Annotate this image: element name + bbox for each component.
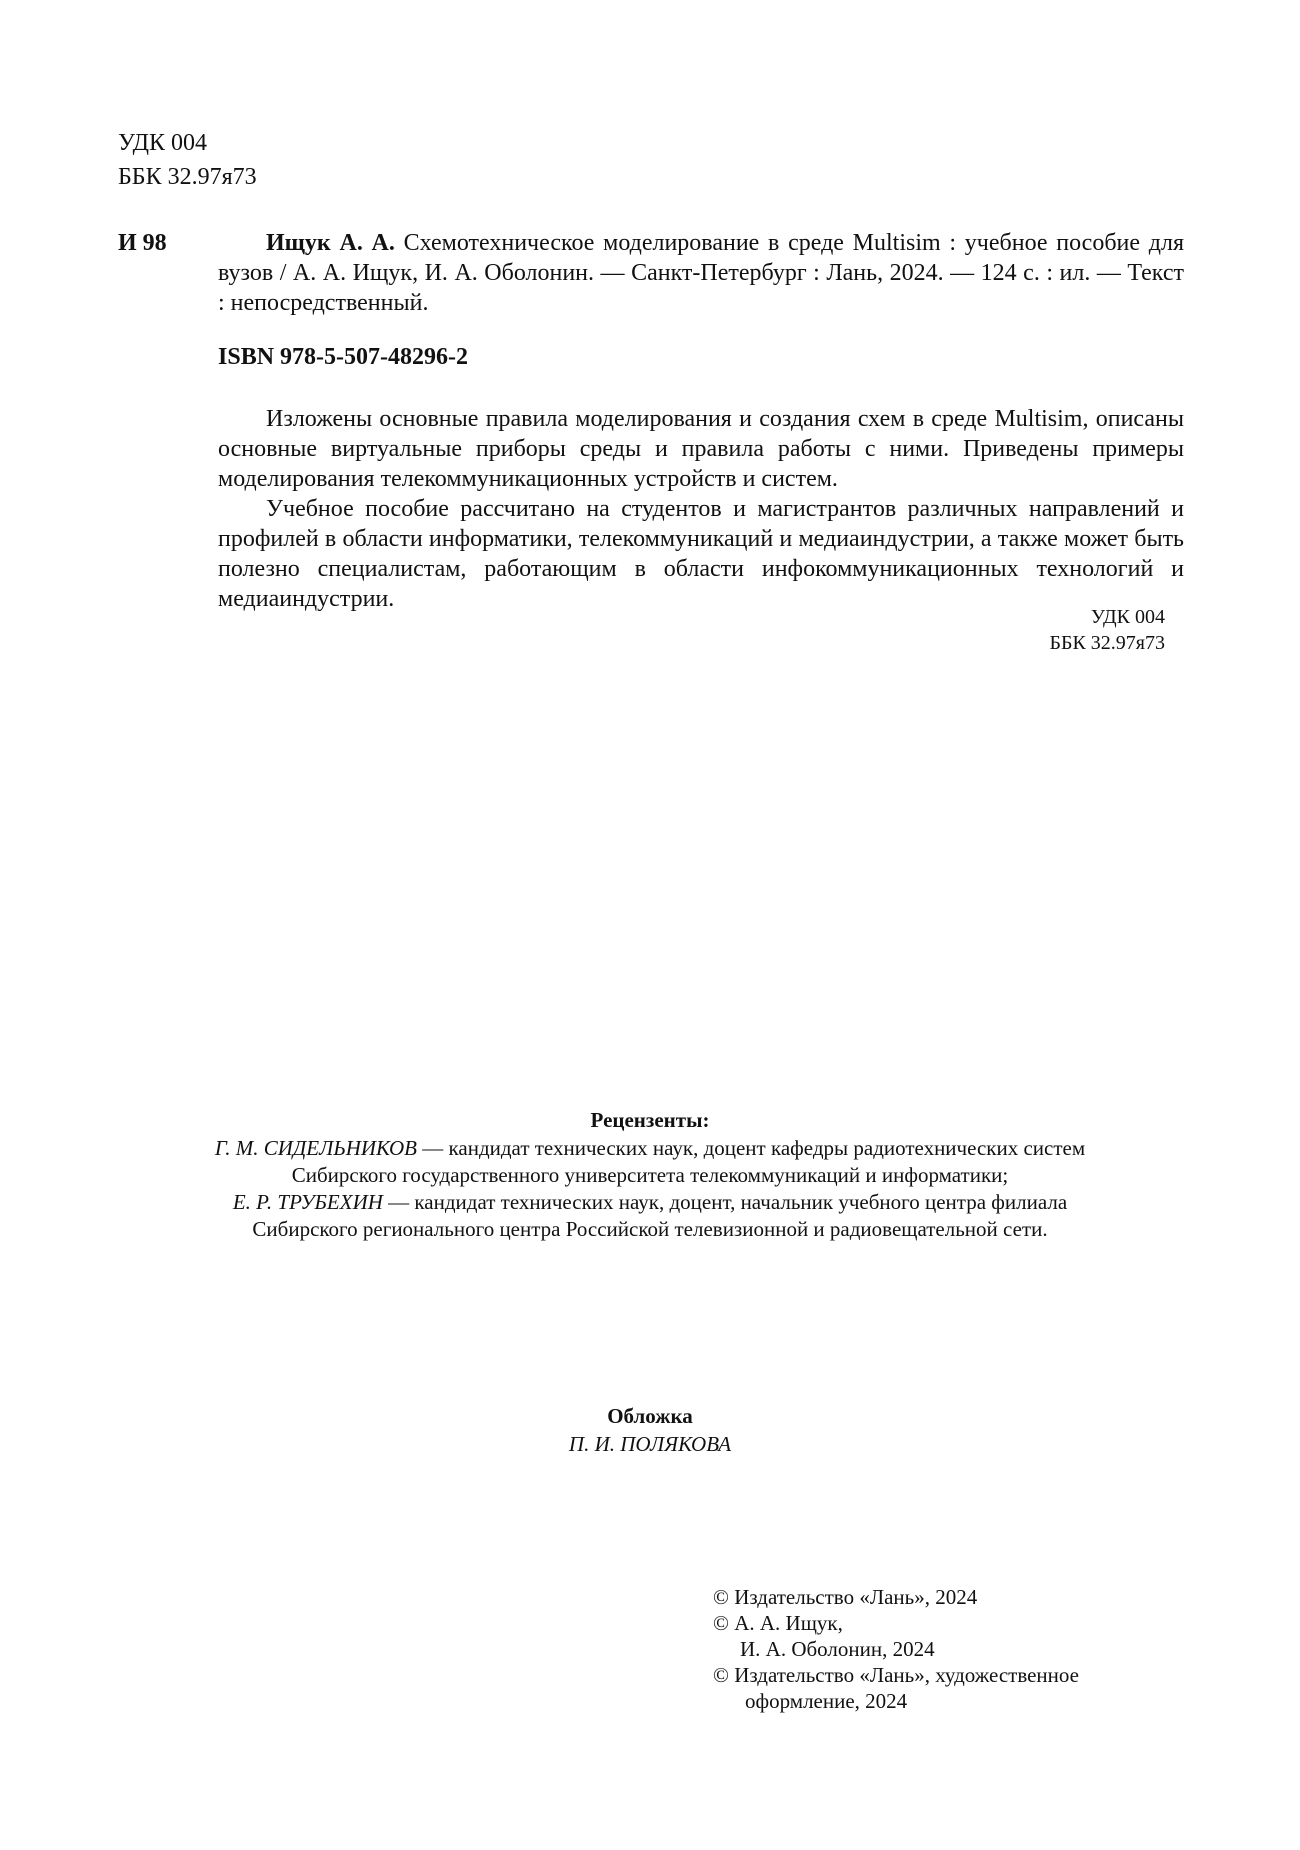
copyright-line-3: © Издательство «Лань», художественное [713, 1663, 1079, 1687]
copyright-line-2: © А. А. Ищук, [713, 1611, 843, 1635]
reviewer-2-title: — кандидат технических наук, доцент, начальник учебного центра филиала [382, 1190, 1068, 1214]
isbn: ISBN 978-5-507-48296-2 [218, 344, 468, 370]
bibliographic-description [218, 228, 1184, 318]
copyright-line-3b: оформление, 2024 [745, 1689, 908, 1713]
reviewer-2-name: Е. Р. ТРУБЕХИН [232, 1190, 383, 1214]
udk-code: УДК 004 [118, 130, 207, 156]
reviewer-2-line-1 [150, 1188, 1150, 1216]
description-text: Схемотехническое моделирование в среде Multisim : учебное пособие для вузов / А. А. Ищук, И. А. Оболонин. — Санкт-Петербург : Лань, 2024. — 124 с. : ил. — Текст : непосредственный. [218, 230, 1184, 316]
abstract-bbk-code: ББК 32.97я73 [1049, 632, 1165, 654]
cover-title: Обложка [607, 1404, 693, 1428]
reviewer-2-line-2: Сибирского регионального центра Российской телевизионной и радиовещательной сети. [252, 1217, 1048, 1241]
abstract-paragraph-2: Учебное пособие рассчитано на студентов и магистрантов различных направлений и профилей в области информатики, телекоммуникаций и медиаиндустрии, а также может быть полезно специалистам, работающим в области инфокоммуникационных технологий и медиаиндустрии. [218, 496, 1184, 612]
copyright-line-2b: И. А. Оболонин, 2024 [740, 1637, 935, 1661]
reviewers-title: Рецензенты: [590, 1108, 710, 1132]
cover-designer: П. И. ПОЛЯКОВА [568, 1432, 732, 1456]
reviewer-1-line-1 [150, 1134, 1150, 1162]
author-mark: И 98 [118, 230, 167, 256]
reviewer-1-title: — кандидат технических наук, доцент кафедры радиотехнических систем [417, 1136, 1086, 1160]
reviewer-1-line-2: Сибирского государственного университета телекоммуникаций и информатики; [291, 1163, 1009, 1187]
author-name: Ищук А. А. [266, 230, 395, 256]
abstract-paragraph-1: Изложены основные правила моделирования и создания схем в среде Multisim, описаны основные виртуальные приборы среды и правила работы с ними. Приведены примеры моделирования телекоммуникационных устройств и систем. [218, 406, 1184, 492]
abstract-udk-code: УДК 004 [1090, 606, 1165, 628]
reviewer-1-name: Г. М. СИДЕЛЬНИКОВ [214, 1136, 417, 1160]
copyright-line-1: © Издательство «Лань», 2024 [713, 1585, 978, 1609]
bbk-code: ББК 32.97я73 [118, 164, 257, 190]
